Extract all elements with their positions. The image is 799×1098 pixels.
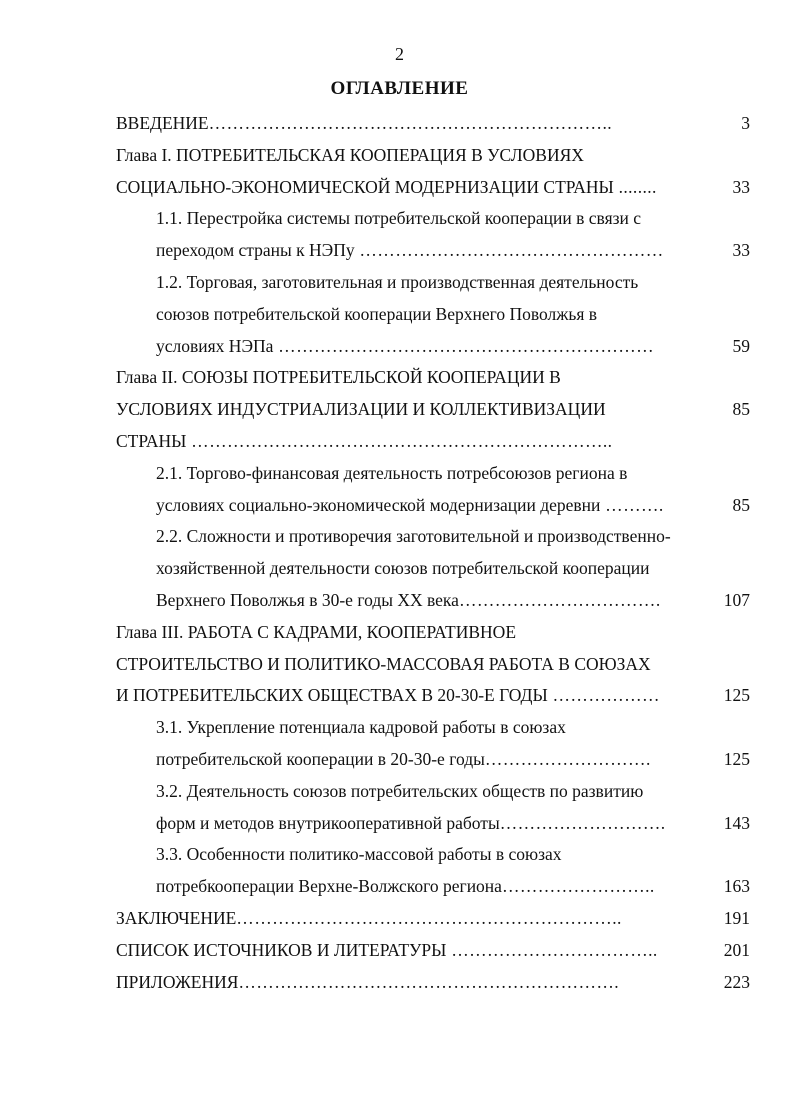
toc-entry: [116, 426, 750, 458]
toc-entry-title: 3.1. Укрепление потенциала кадровой работы в союзах: [156, 717, 566, 738]
toc-entry: [116, 362, 750, 394]
toc-entry-title: 3.2. Деятельность союзов потребительских обществ по развитию: [156, 780, 644, 801]
toc-entry-title: 1.1. Перестройка системы потребительской кооперации в связи с: [156, 208, 642, 229]
toc-entry: [116, 967, 750, 999]
toc-entry: [116, 744, 750, 776]
toc-entry: [116, 617, 750, 649]
toc-entry-title: 1.2. Торговая, заготовительная и производственная деятельность: [156, 271, 639, 292]
toc-entry: [116, 108, 750, 140]
toc-entry-page: 85: [732, 399, 750, 420]
toc-entry: [116, 712, 750, 744]
toc-entry-leader: ……………………………………………………….: [238, 971, 620, 992]
toc-entry-title: СОЦИАЛЬНО-ЭКОНОМИЧЕСКОЙ МОДЕРНИЗАЦИИ СТРАНЫ: [116, 176, 614, 197]
toc-entry: [116, 331, 750, 363]
toc-entry-page: 201: [723, 939, 750, 960]
toc-entry-title: Глава III. РАБОТА С КАДРАМИ, КООПЕРАТИВНОЕ: [116, 621, 517, 642]
toc-entry-leader: …………………………………………………………..: [208, 113, 612, 133]
toc-entry: [116, 776, 750, 808]
toc-entry: [116, 203, 750, 235]
toc-entry-leader: ………………………………………………………: [273, 335, 655, 356]
page-number: 2: [395, 44, 404, 64]
toc-entry-page: 223: [723, 971, 750, 992]
toc-entry-title: потребительской кооперации в 20-30-е годы: [156, 748, 485, 769]
toc-entry: [116, 299, 750, 331]
toc-entry-title: УСЛОВИЯХ ИНДУСТРИАЛИЗАЦИИ И КОЛЛЕКТИВИЗАЦИИ: [116, 399, 606, 420]
toc-entry-page: 191: [723, 907, 750, 928]
toc-entry-title: ЗАКЛЮЧЕНИЕ: [116, 907, 237, 928]
toc-entry: [116, 172, 750, 204]
toc-entry-title: 2.1. Торгово-финансовая деятельность потребсоюзов региона в: [156, 462, 628, 483]
toc-entry-leader: ……………………..: [501, 876, 655, 897]
toc-entry-title: Верхнего Поволжья в 30-е годы XX века: [156, 589, 459, 610]
toc-entry-page: 33: [732, 176, 750, 197]
toc-entry-leader: ………………………………………………………..: [236, 907, 622, 928]
toc-entry: [116, 903, 750, 935]
toc-entry: [116, 553, 750, 585]
toc-heading: ОГЛАВЛЕНИЕ: [330, 78, 469, 99]
toc-entry: [116, 267, 750, 299]
toc-entry: [116, 458, 750, 490]
toc-entry-leader: ……………………………………………: [354, 240, 664, 261]
toc-entry-leader: ……………………….: [499, 812, 666, 833]
toc-entry-page: 33: [732, 240, 750, 261]
toc-entry: [116, 871, 750, 903]
toc-entry-title: СТРОИТЕЛЬСТВО И ПОЛИТИКО-МАССОВАЯ РАБОТА В СОЮЗАХ: [116, 653, 651, 674]
toc-entry-title: И ПОТРЕБИТЕЛЬСКИХ ОБЩЕСТВАХ В 20-30-Е ГОДЫ: [116, 685, 548, 706]
table-of-contents: [116, 108, 750, 998]
toc-entry-title: Глава I. ПОТРЕБИТЕЛЬСКАЯ КООПЕРАЦИЯ В УСЛОВИЯХ: [116, 144, 584, 165]
toc-entry-leader: ……………………………..: [446, 939, 658, 960]
toc-entry: [116, 585, 750, 617]
toc-entry-leader: …………………………….: [458, 589, 661, 610]
toc-entry-title: переходом страны к НЭПу: [156, 240, 355, 261]
toc-entry: [116, 935, 750, 967]
toc-entry-leader: ........: [613, 176, 657, 197]
toc-entry: [116, 235, 750, 267]
toc-entry-title: условиях НЭПа: [156, 335, 274, 356]
toc-entry-title: хозяйственной деятельности союзов потребительской кооперации: [156, 558, 650, 579]
toc-entry-page: 143: [723, 812, 750, 833]
toc-entry-leader: ……….: [600, 494, 664, 515]
toc-entry-leader: ……………………….: [484, 748, 651, 769]
toc-entry: [116, 140, 750, 172]
toc-entry: [116, 839, 750, 871]
toc-entry: [116, 649, 750, 681]
toc-entry: [116, 521, 750, 553]
toc-entry-title: союзов потребительской кооперации Верхнего Поволжья в: [156, 303, 598, 324]
toc-entry: [116, 490, 750, 522]
toc-entry-title: СТРАНЫ: [116, 430, 187, 451]
toc-entry-title: потребкооперации Верхне-Волжского региона: [156, 876, 502, 897]
toc-entry-page: 107: [723, 589, 750, 610]
toc-entry-title: СПИСОК ИСТОЧНИКОВ И ЛИТЕРАТУРЫ: [116, 939, 447, 960]
toc-entry-page: 85: [732, 494, 750, 515]
toc-entry-title: форм и методов внутрикооперативной работы: [156, 812, 500, 833]
toc-entry-title: Глава II. СОЮЗЫ ПОТРЕБИТЕЛЬСКОЙ КООПЕРАЦИИ В: [116, 367, 561, 388]
toc-entry: [116, 808, 750, 840]
toc-entry-page: 3: [741, 113, 750, 133]
toc-entry-page: 125: [723, 685, 750, 706]
toc-entry-page: 125: [723, 748, 750, 769]
toc-entry-title: 2.2. Сложности и противоречия заготовительной и производственно-: [156, 526, 671, 547]
toc-entry-title: ПРИЛОЖЕНИЯ: [116, 971, 239, 992]
toc-entry-page: 59: [732, 335, 750, 356]
toc-entry-title: 3.3. Особенности политико-массовой работы в союзах: [156, 844, 562, 865]
toc-entry-page: 163: [723, 876, 750, 897]
toc-entry-title: ВВЕДЕНИЕ: [116, 113, 209, 133]
toc-entry-leader: ………………: [547, 685, 660, 706]
toc-entry-title: условиях социально-экономической модернизации деревни: [156, 494, 601, 515]
toc-entry-leader: ……………………………………………………………..: [186, 430, 613, 451]
toc-entry: [116, 680, 750, 712]
toc-entry: [116, 394, 750, 426]
